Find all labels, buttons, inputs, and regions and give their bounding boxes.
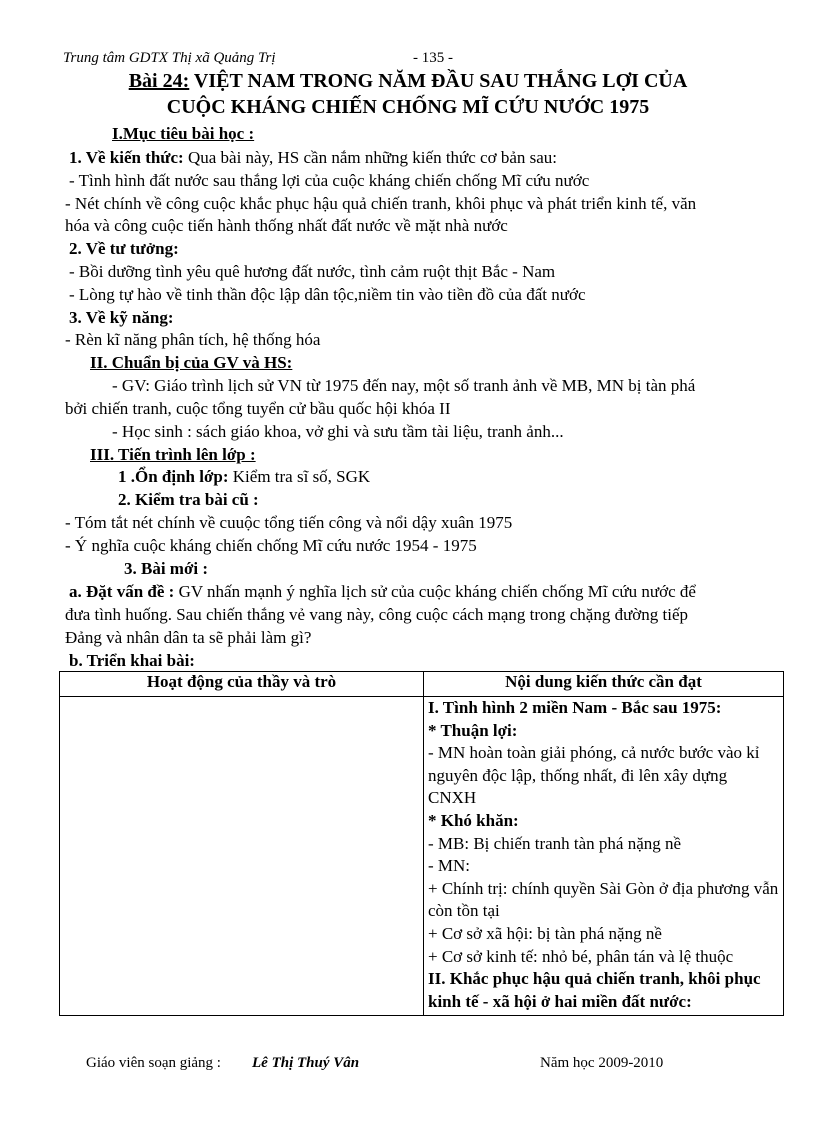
skill-item: - Rèn kĩ năng phân tích, hệ thống hóa <box>65 330 321 349</box>
intro-text: GV nhấn mạnh ý nghĩa lịch sử của cuộc kháng chiến chống Mĩ cứu nước để <box>174 582 696 601</box>
knowledge-item: - Nét chính về công cuộc khắc phục hậu quả chiến tranh, khôi phục và phát triển kinh tế, văn <box>65 194 697 213</box>
school-year: Năm học 2009-2010 <box>540 1055 664 1071</box>
intro-text-line: Đảng và nhân dân ta sẽ phải làm gì? <box>65 628 312 647</box>
step2-label: 2. Kiểm tra bài cũ : <box>118 490 259 509</box>
thought-item: - Bồi dưỡng tình yêu quê hương đất nước, tình cảm ruột thịt Bắc - Nam <box>69 262 556 281</box>
step1-label: 1 .Ổn định lớp: <box>118 467 229 486</box>
prep-item: - Học sinh : sách giáo khoa, vở ghi và sưu tầm tài liệu, tranh ảnh... <box>112 422 564 441</box>
advantages-text: - MN hoàn toàn giải phóng, cả nước bước vào kỉ nguyên độc lập, thống nhất, đi lên xây dựng CNXH <box>428 743 760 808</box>
table-row <box>60 697 784 1016</box>
intro-text-line: đưa tình huống. Sau chiến thắng vẻ vang này, công cuộc cách mạng trong chặng đường tiếp <box>65 605 689 624</box>
content-heading-2: II. Khắc phục hậu quả chiến tranh, khôi phục kinh tế - xã hội ở hai miền đất nước: <box>428 969 761 1011</box>
content-heading-1: I. Tình hình 2 miền Nam - Bắc sau 1975: <box>428 698 722 717</box>
step2-item: - Ý nghĩa cuộc kháng chiến chống Mĩ cứu nước 1954 - 1975 <box>65 536 477 555</box>
intro-label: a. Đặt vấn đề : <box>69 582 175 601</box>
thought-item: - Lòng tự hào về tinh thần độc lập dân tộc,niềm tin vào tiền đồ của đất nước <box>69 285 586 304</box>
teacher-label: Giáo viên soạn giảng : <box>86 1055 221 1071</box>
table-header-row <box>60 672 784 697</box>
section2-heading: II. Chuẩn bị của GV và HS: <box>90 353 293 372</box>
skill-label: 3. Về kỹ năng: <box>69 308 174 327</box>
lesson-title-line1 <box>0 70 816 93</box>
col-content-header: Nội dung kiến thức cần đạt <box>424 672 784 697</box>
step1-text: Kiểm tra sĩ số, SGK <box>228 467 371 486</box>
step2-item: - Tóm tắt nét chính về cuuộc tổng tiến công và nổi dậy xuân 1975 <box>65 513 513 532</box>
prep-item: bởi chiến tranh, cuộc tổng tuyển cử bầu quốc hội khóa II <box>65 399 451 418</box>
col-activity-header: Hoạt động của thầy và trò <box>60 672 424 697</box>
activity-cell <box>60 697 424 1016</box>
advantages-label: * Thuận lợi: <box>428 720 518 740</box>
section3-heading: III. Tiến trình lên lớp : <box>90 445 256 464</box>
step1-line <box>118 467 370 487</box>
lesson-title-line2: CUỘC KHÁNG CHIẾN CHỐNG MĨ CỨU NƯỚC 1975 <box>166 96 650 118</box>
content-cell <box>424 697 784 1016</box>
teacher-signature: Lê Thị Thuý Vân <box>252 1055 360 1071</box>
difficulties-mb: - MB: Bị chiến tranh tàn phá nặng nề <box>428 833 682 853</box>
intro-line <box>69 582 696 602</box>
prep-item: - GV: Giáo trình lịch sử VN từ 1975 đến nay, một số tranh ảnh về MB, MN bị tàn phá <box>112 376 696 395</box>
knowledge-intro: Qua bài này, HS cần nắm những kiến thức cơ bản sau: <box>183 148 558 167</box>
lesson-table <box>59 671 784 1016</box>
knowledge-item: - Tình hình đất nước sau thắng lợi của cuộc kháng chiến chống Mĩ cứu nước <box>69 171 590 190</box>
page-number: - 135 - <box>413 50 453 66</box>
section1-heading: I.Mục tiêu bài học : <box>112 124 255 143</box>
knowledge-line <box>69 148 557 168</box>
difficulties-label: * Khó khăn: <box>428 810 519 830</box>
center-name: Trung tâm GDTX Thị xã Quảng Trị <box>63 50 276 66</box>
deploy-label: b. Triển khai bài: <box>69 651 195 670</box>
difficulties-mn: - MN: <box>428 856 471 876</box>
mn-economy: + Cơ sở kinh tế: nhỏ bé, phân tán và lệ thuộc <box>428 946 734 966</box>
lesson-title-text: VIỆT NAM TRONG NĂM ĐẦU SAU THẮNG LỢI CỦA <box>189 70 688 92</box>
thought-label: 2. Về tư tưởng: <box>69 239 179 258</box>
mn-society: + Cơ sở xã hội: bị tàn phá nặng nề <box>428 923 662 943</box>
knowledge-item: hóa và công cuộc tiến hành thống nhất đất nước về mặt nhà nước <box>65 216 508 235</box>
mn-politics: + Chính trị: chính quyền Sài Gòn ở địa phương vẫn còn tồn tại <box>428 878 779 921</box>
lesson-prefix: Bài 24: <box>128 70 190 92</box>
knowledge-label: 1. Về kiến thức: <box>69 148 184 167</box>
step3-label: 3. Bài mới : <box>124 559 209 578</box>
